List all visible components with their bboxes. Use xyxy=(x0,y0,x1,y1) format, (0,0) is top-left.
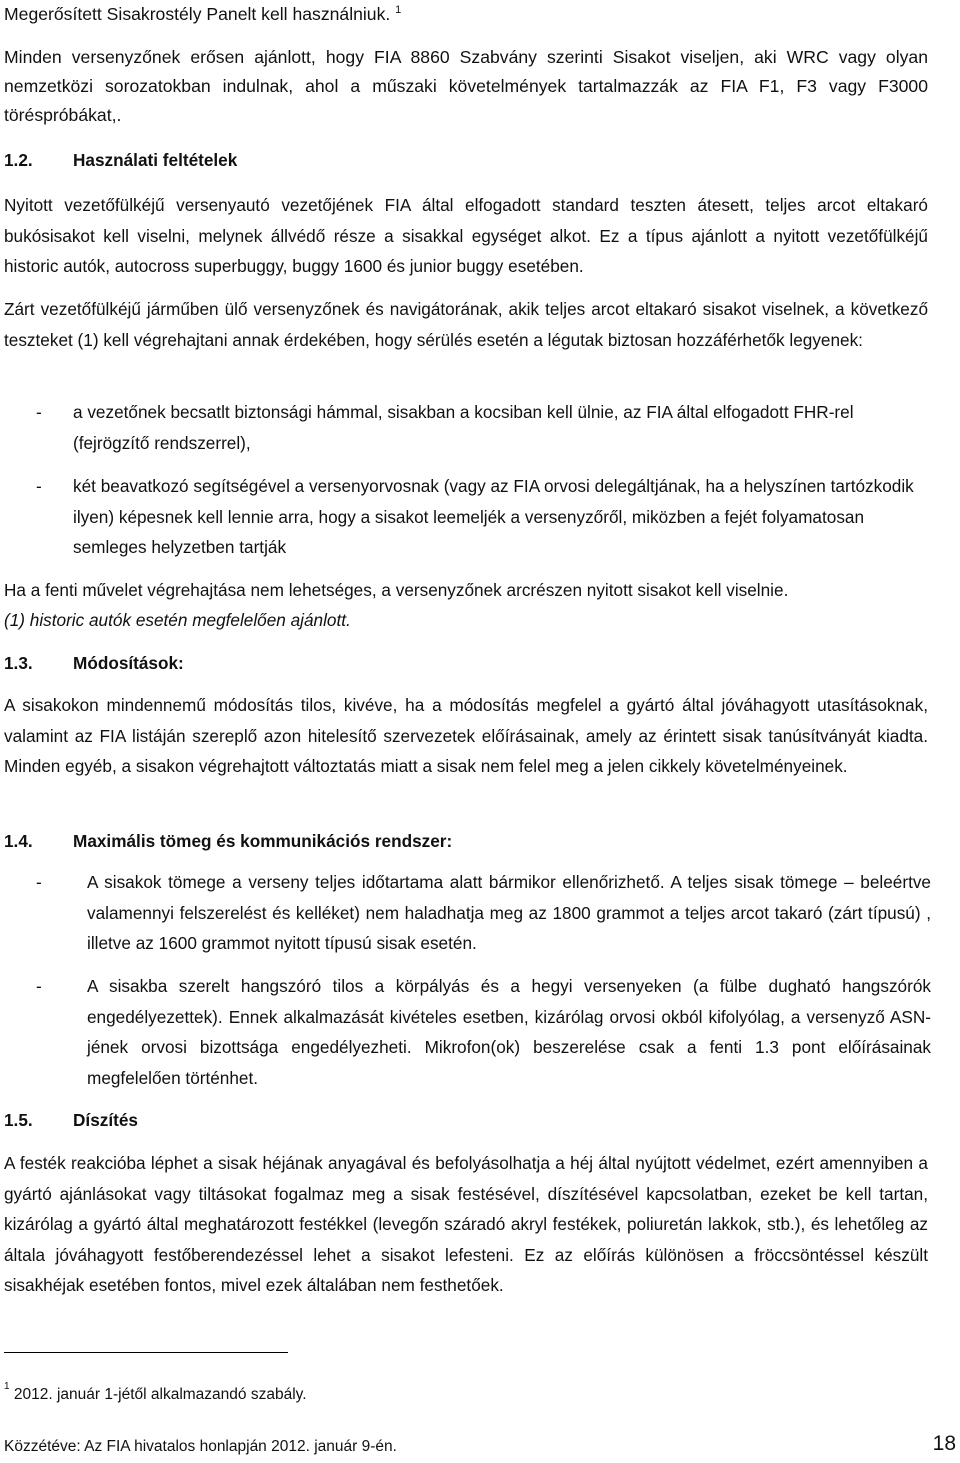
footnote xyxy=(4,1381,307,1404)
section-1-2-bullet-1: a vezetőnek becsatlt biztonsági hámmal, sisakban a kocsiban kell ülnie, az FIA által elfogadott FHR-rel (fejrögzítő rendszerrel), xyxy=(73,402,854,453)
footnote-ref: 1 xyxy=(395,4,402,16)
footnote-marker: 1 xyxy=(4,1381,10,1392)
note-text: (1) historic autók esetén megfelelően ajánlott. xyxy=(4,610,351,630)
section-number: 1.2. xyxy=(4,150,33,170)
bullet-marker: - xyxy=(36,872,42,892)
section-heading-1-3 xyxy=(4,648,184,678)
bullet-marker: - xyxy=(36,402,42,422)
intro-paragraph: Minden versenyzőnek erősen ajánlott, hogy FIA 8860 Szabvány szerinti Sisakot viseljen, aki WRC vagy olyan nemzetközi sorozatokban indulnak, ahol a műszaki követelmények tartalmazzák az FIA F1, F3 vagy F3000 töréspróbákat,. xyxy=(4,47,928,125)
top-line-text: Megerősített Sisakrostély Panelt kell használniuk. xyxy=(4,4,391,24)
footer-published: Közzétéve: Az FIA hivatalos honlapján 2012. január 9-én. xyxy=(4,1438,397,1455)
section-title: Használati feltételek xyxy=(73,150,238,170)
section-heading-1-2 xyxy=(4,145,237,175)
section-1-2-para1: Nyitott vezetőfülkéjű versenyautó vezetőjének FIA által elfogadott standard teszten átesett, teljes arcot eltakaró bukósisakot kell viselni, melynek állvédő része a sisakkal egységet alkot. Ez a típus ajánlott a nyitott vezetőfülkéjű historic autók, autocross superbuggy, buggy 1600 és junior buggy esetében. xyxy=(4,195,928,276)
footnote-text: 2012. január 1-jétől alkalmazandó szabály. xyxy=(13,1386,307,1403)
bullet-marker: - xyxy=(36,476,42,496)
section-1-4-bullet-1: A sisakok tömege a verseny teljes időtartama alatt bármikor ellenőrizhető. A teljes sisak tömege – beleértve valamennyi felszerelést és kelléket) nem haladhatja meg az 1800 grammot a teljes arcot takaró (zárt típusú) , illetve az 1600 grammot nyitott típusú sisak esetén. xyxy=(87,872,931,953)
bullet-marker: - xyxy=(36,976,42,996)
section-1-2-bullet-2: két beavatkozó segítségével a versenyorvosnak (vagy az FIA orvosi delegáltjának, ha a helyszínen tartózkodik ilyen) képesnek kell lennie arra, hogy a sisakot leemeljék a versenyzőről, miközben a fejét folyamatosan semleges helyzetben tartják xyxy=(73,476,914,557)
section-number: 1.5. xyxy=(4,1110,33,1130)
section-number: 1.4. xyxy=(4,831,33,851)
section-1-2-para3: Ha a fenti művelet végrehajtása nem lehetséges, a versenyzőnek arcrészen nyitott sisakot kell viselnie. xyxy=(4,580,789,600)
section-heading-1-5 xyxy=(4,1105,138,1135)
section-1-5-para: A festék reakcióba léphet a sisak héjának anyagával és befolyásolhatja a héj által nyújtott védelmet, ezért amennyiben a gyártó ajánlásokat vagy tiltásokat fogalmaz meg a sisak festésével, díszítésével kapcsolatban, ezeket be kell tartan, kizárólag a gyártó által meghatározott festékkel (levegőn száradó akryl festékek, poliuretán lakkok, stb.), és lehetőleg az általa jóváhagyott festőberendezéssel lehet a sisakot lefesteni. Ez az előírás különösen a fröccsöntéssel készült sisakhéjak esetében fontos, mivel ezek általában nem festhetőek. xyxy=(4,1153,928,1295)
section-heading-1-4 xyxy=(4,826,452,856)
section-number: 1.3. xyxy=(4,653,33,673)
footnote-separator xyxy=(4,1352,288,1353)
section-1-2-para2: Zárt vezetőfülkéjű járműben ülő versenyzőnek és navigátorának, akik teljes arcot eltakaró sisakot viselnek, a következő teszteket (1) kell végrehajtani annak érdekében, hogy sérülés esetén a légutak biztosan hozzáférhetők legyenek: xyxy=(4,299,928,350)
section-title: Módosítások: xyxy=(73,653,184,673)
section-title: Maximális tömeg és kommunikációs rendszer: xyxy=(73,831,453,851)
section-title: Díszítés xyxy=(73,1110,138,1130)
top-line xyxy=(4,0,928,29)
section-1-4-bullet-2: A sisakba szerelt hangszóró tilos a körpályás és a hegyi versenyeken (a fülbe dugható hangszórók engedélyezettek). Ennek alkalmazását kivételes esetben, kizárólag orvosi okból kifolyólag, a versenyző ASN-jének orvosi bizottsága engedélyezheti. Mikrofon(ok) beszerelése csak a fenti 1.3 pont előírásainak megfelelően történhet. xyxy=(87,976,931,1088)
section-1-2-note xyxy=(4,605,928,636)
section-1-3-para: A sisakokon mindennemű módosítás tilos, kivéve, ha a módosítás megfelel a gyártó által jóváhagyott utasításoknak, valamint az FIA listáján szereplő azon hitelesítő szervezetek előírásainak, amely az érintett sisak tanúsítványát kiadta. Minden egyéb, a sisakon végrehajtott változtatás miatt a sisak nem felel meg a jelen cikkely követelményeinek. xyxy=(4,695,928,776)
page-number: 18 xyxy=(932,1432,956,1455)
